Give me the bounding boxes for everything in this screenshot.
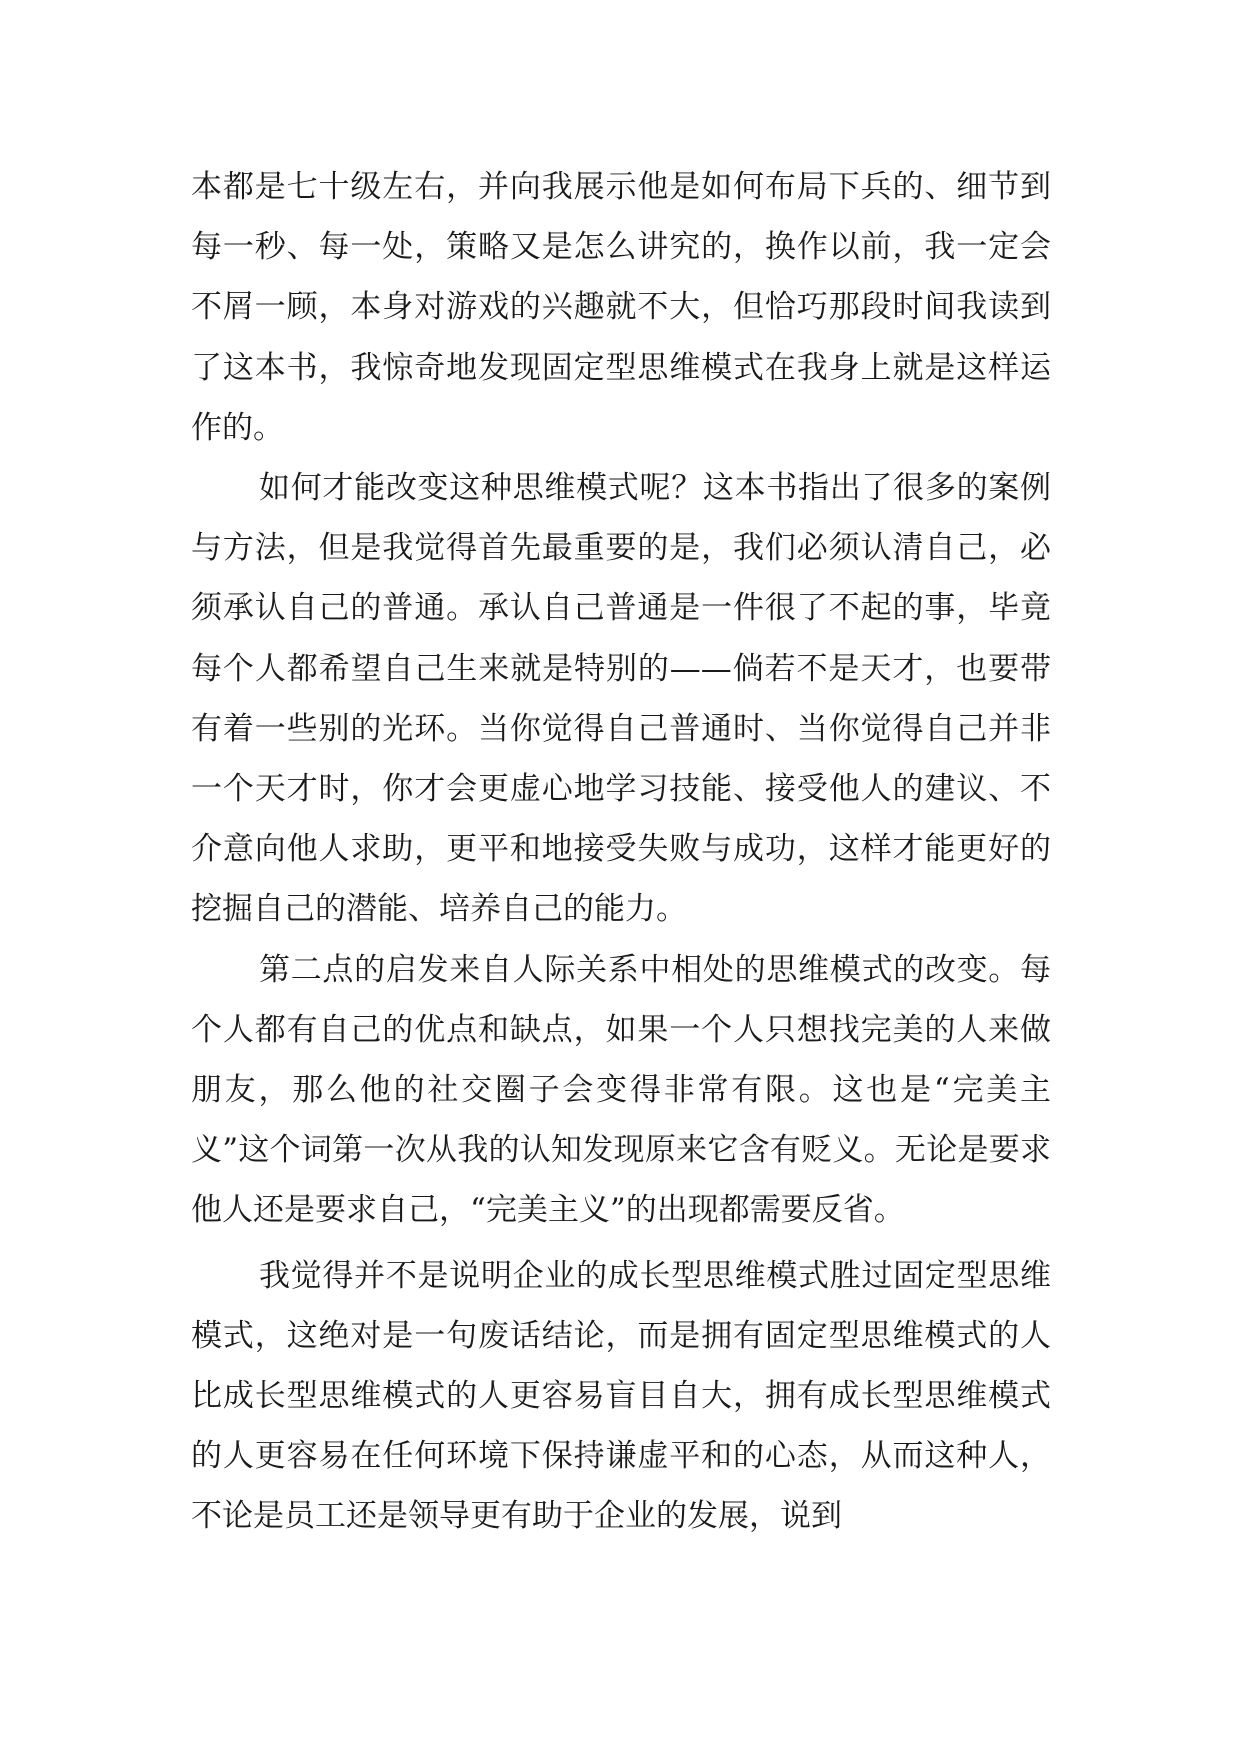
paragraph-continuation: 本都是七十级左右，并向我展示他是如何布局下兵的、细节到每一秒、每一处，策略又是怎么讲究的，换作以前，我一定会不屑一顾，本身对游戏的兴趣就不大，但恰巧那段时间我读到了这本书，我惊奇地发现固定型思维模式在我身上就是这样运作的。 bbox=[191, 169, 1051, 446]
document-body bbox=[191, 157, 1051, 1547]
paragraph-enterprise: 我觉得并不是说明企业的成长型思维模式胜过固定型思维模式，这绝对是一句废话结论，而是拥有固定型思维模式的人比成长型思维模式的人更容易盲目自大，拥有成长型思维模式的人更容易在任何环境下保持谦虚平和的心态，从而这种人，不论是员工还是领导更有助于企业的发展，说到 bbox=[191, 1257, 1051, 1535]
paragraph-relationships: 第二点的启发来自人际关系中相处的思维模式的改变。每个人都有自己的优点和缺点，如果一个人只想找完美的人来做朋友，那么他的社交圈子会变得非常有限。这也是“完美主义”这个词第一次从我的认知发现原来它含有贬义。无论是要求他人还是要求自己，“完美主义”的出现都需要反省。 bbox=[191, 951, 1051, 1229]
paragraph-changing-mindset: 如何才能改变这种思维模式呢？这本书指出了很多的案例与方法，但是我觉得首先最重要的是，我们必须认清自己，必须承认自己的普通。承认自己普通是一件很了不起的事，毕竟每个人都希望自己生来就是特别的——倘若不是天才，也要带有着一些别的光环。当你觉得自己普通时、当你觉得自己并非一个天才时，你才会更虚心地学习技能、接受他人的建议、不介意向他人求助，更平和地接受失败与成功，这样才能更好的挖掘自己的潜能、培养自己的能力。 bbox=[191, 470, 1051, 928]
